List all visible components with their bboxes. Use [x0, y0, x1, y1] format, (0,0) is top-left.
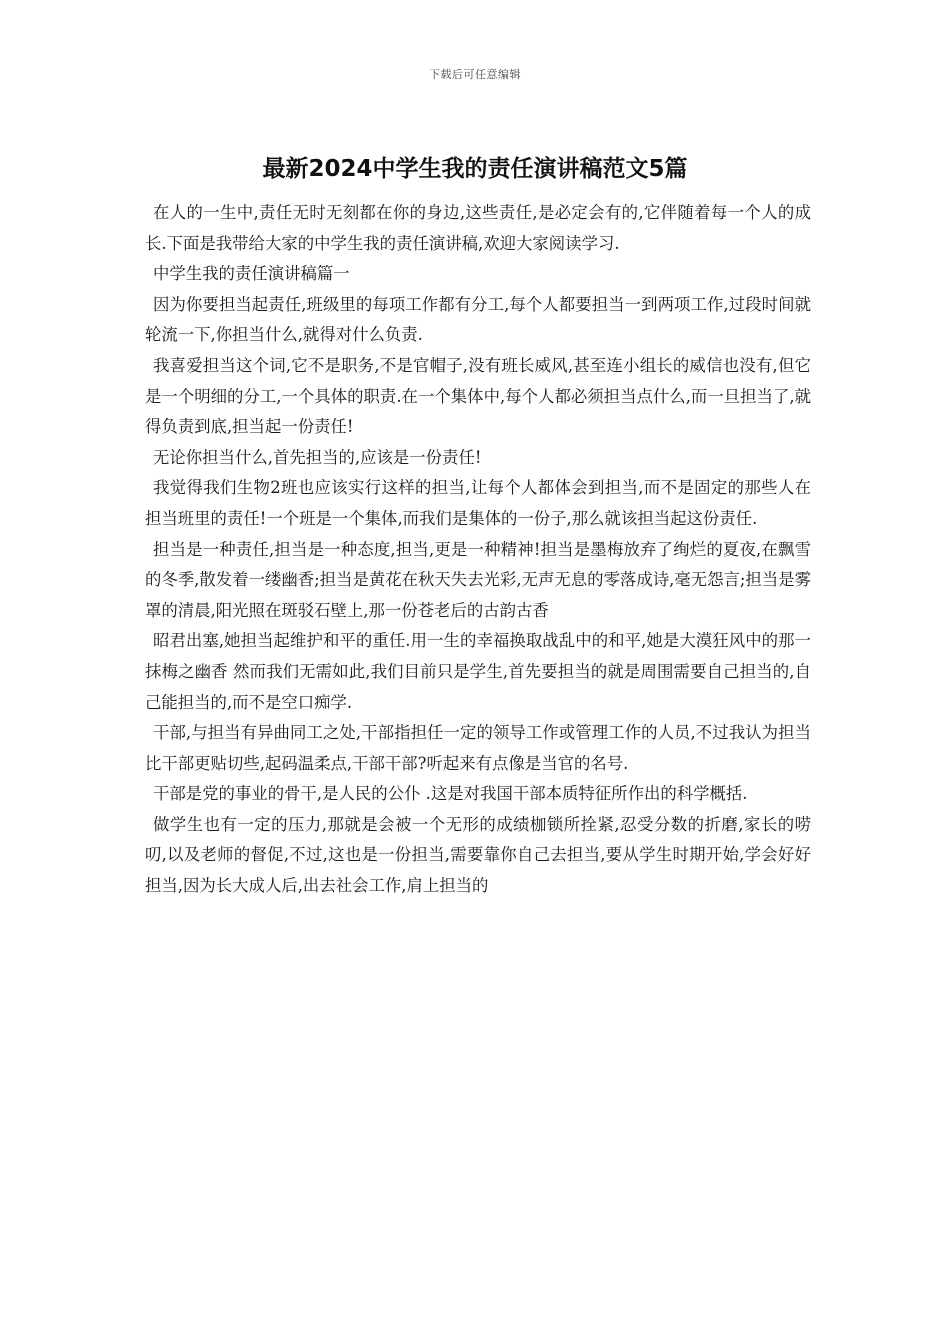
paragraph: 无论你担当什么,首先担当的,应该是一份责任!	[153, 447, 482, 467]
paragraph: 担当是一种责任,担当是一种态度,担当,更是一种精神!担当是墨梅放弃了绚烂的夏夜,在飘雪的冬季,散发着一缕幽香;担当是黄花在秋天失去光彩,无声无息的零落成诗,毫无怨言;担当是雾罩的清晨,阳光照在斑驳石壁上,那一份苍老后的古韵古香	[145, 539, 811, 620]
header-note: 下载后可任意编辑	[429, 68, 521, 81]
paragraph: 我觉得我们生物2班也应该实行这样的担当,让每个人都体会到担当,而不是固定的那些人在担当班里的责任!一个班是一个集体,而我们是集体的一份子,那么就该担当起这份责任.	[145, 478, 811, 528]
document-body	[145, 198, 811, 902]
section-heading: 中学生我的责任演讲稿篇一	[153, 264, 350, 284]
paragraph: 我喜爱担当这个词,它不是职务,不是官帽子,没有班长威风,甚至连小组长的威信也没有,但它是一个明细的分工,一个具体的职责.在一个集体中,每个人都必须担当点什么,而一旦担当了,就得负责到底,担当起一份责任!	[145, 355, 811, 437]
paragraph: 做学生也有一定的压力,那就是会被一个无形的成绩枷锁所拴紧,忍受分数的折磨,家长的唠叨,以及老师的督促,不过,这也是一份担当,需要靠你自己去担当,要从学生时期开始,学会好好担当,因为长大成人后,出去社会工作,肩上担当的	[145, 814, 811, 896]
paragraph: 干部,与担当有异曲同工之处,干部指担任一定的领导工作或管理工作的人员,不过我认为担当比干部更贴切些,起码温柔点,干部干部?听起来有点像是当官的名号.	[145, 723, 811, 773]
paragraph: 干部是党的事业的骨干,是人民的公仆 .这是对我国干部本质特征所作出的科学概括.	[153, 784, 748, 804]
paragraph: 昭君出塞,她担当起维护和平的重任.用一生的幸福换取战乱中的和平,她是大漠狂风中的那一抹梅之幽香 然而我们无需如此,我们目前只是学生,首先要担当的就是周围需要自己担当的,自己能担当的,而不是空口痴学.	[145, 631, 811, 712]
paragraph: 因为你要担当起责任,班级里的每项工作都有分工,每个人都要担当一到两项工作,过段时间就轮流一下,你担当什么,就得对什么负责.	[145, 294, 811, 345]
paragraph-intro: 在人的一生中,责任无时无刻都在你的身边,这些责任,是必定会有的,它伴随着每一个人的成长.下面是我带给大家的中学生我的责任演讲稿,欢迎大家阅读学习.	[145, 203, 811, 253]
document-title: 最新2024中学生我的责任演讲稿范文5篇	[262, 156, 688, 182]
